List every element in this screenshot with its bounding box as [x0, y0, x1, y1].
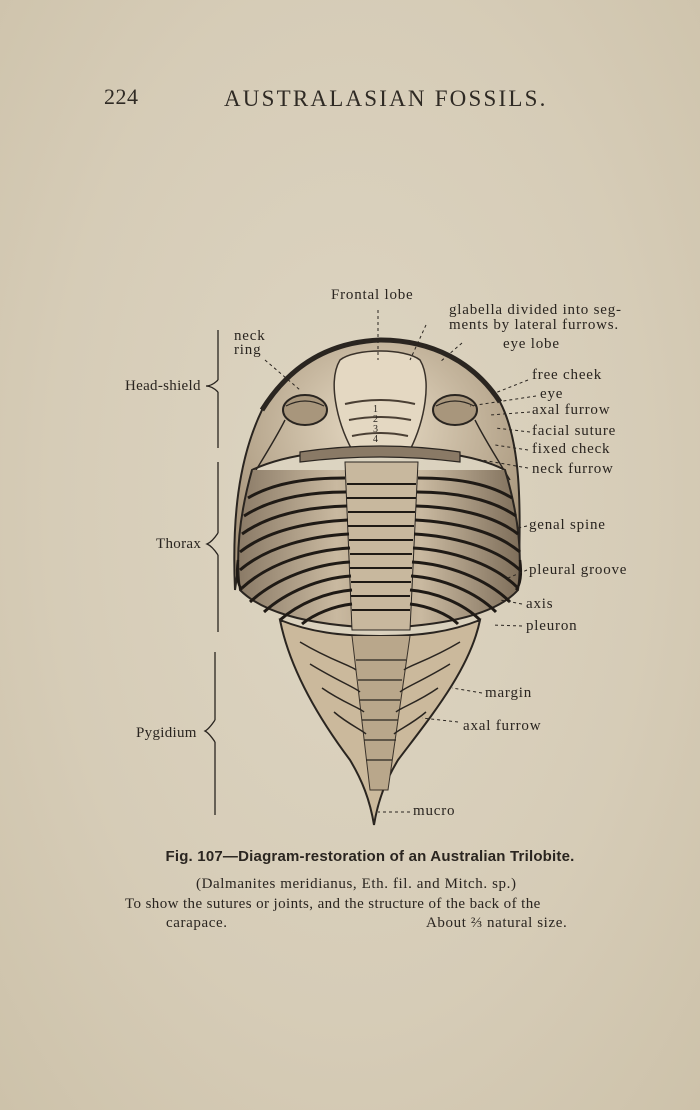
glabella-number-3: 3 — [373, 424, 379, 435]
label-pleural-groove: pleural groove — [529, 562, 628, 578]
label-eye-lobe: eye lobe — [503, 336, 560, 352]
label-mucro: mucro — [413, 803, 456, 819]
region-brackets — [205, 330, 218, 815]
figure-caption-size: About ⅔ natural size. — [426, 915, 568, 931]
running-title: AUSTRALASIAN FOSSILS. — [224, 86, 548, 111]
label-axal-furrow-top: axal furrow — [532, 402, 611, 418]
thorax-drawing — [237, 462, 521, 630]
label-facial-suture: facial suture — [532, 423, 617, 439]
glabella-number-2: 2 — [373, 414, 379, 425]
figure-caption-species: (Dalmanites meridianus, Eth. fil. and Mitch. sp.) — [196, 876, 517, 892]
label-frontal-lobe: Frontal lobe — [331, 287, 414, 303]
region-label-thorax: Thorax — [156, 536, 202, 552]
glabella-number-1: 1 — [373, 404, 379, 415]
label-eye: eye — [540, 386, 564, 402]
label-glabella-line2: ments by lateral furrows. — [449, 317, 619, 333]
label-axal-furrow-bottom: axal furrow — [463, 718, 542, 734]
glabella-number-4: 4 — [373, 434, 379, 445]
figure-caption-carapace: carapace. — [166, 915, 228, 931]
label-margin: margin — [485, 685, 533, 701]
label-axis: axis — [526, 596, 554, 612]
label-neck: neck — [234, 328, 266, 344]
label-free-cheek: free cheek — [532, 367, 603, 383]
label-neck-furrow: neck furrow — [532, 461, 614, 477]
pygidium-drawing — [280, 620, 480, 825]
label-genal-spine: genal spine — [529, 517, 606, 533]
region-label-pygidium: Pygidium — [136, 725, 197, 741]
figure-caption-title: Fig. 107—Diagram-restoration of an Australian Trilobite. — [165, 848, 575, 865]
label-ring: ring — [234, 342, 262, 358]
page-number: 224 — [104, 84, 139, 109]
region-label-head-shield: Head-shield — [125, 378, 201, 394]
figure-caption-note: To show the sutures or joints, and the structure of the back of the — [125, 896, 541, 912]
label-pleuron: pleuron — [526, 618, 578, 634]
label-glabella-line1: glabella divided into seg- — [449, 302, 622, 318]
label-fixed-cheek: fixed check — [532, 441, 611, 457]
